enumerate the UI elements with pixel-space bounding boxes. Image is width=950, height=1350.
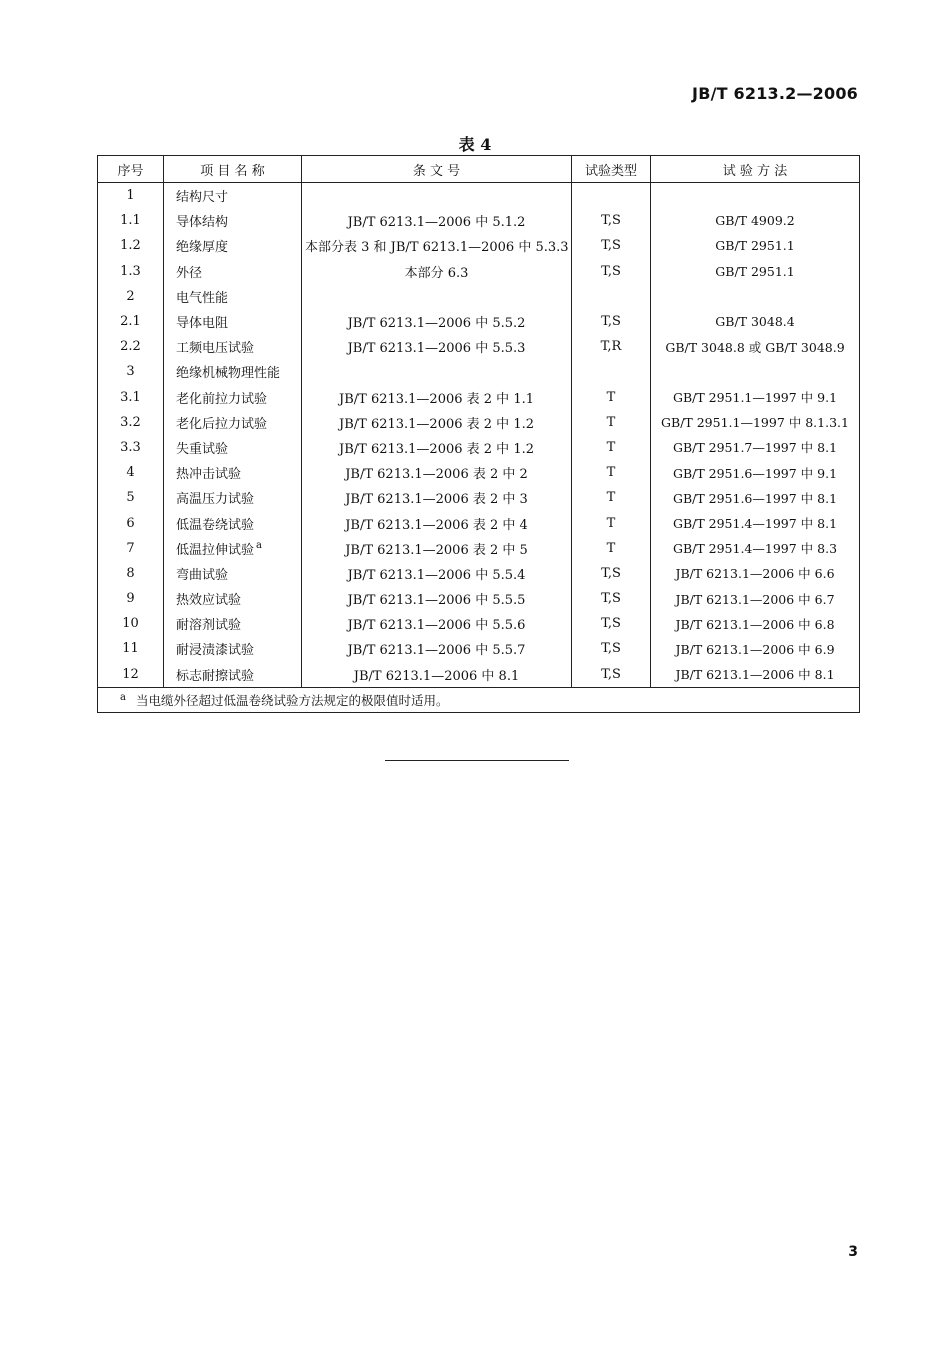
- col-header-no: 序号: [98, 156, 164, 183]
- cell-clause-text: JB/T 6213.1—2006 中 5.5.4: [347, 567, 526, 583]
- cell-test-method-text: GB/T 2951.6—1997 中 8.1: [672, 490, 838, 506]
- cell-test-type-text: T,S: [601, 314, 621, 330]
- cell-test-method-text: JB/T 6213.1—2006 中 8.1: [675, 667, 835, 683]
- table-row: [98, 284, 860, 309]
- cell-item-name-text: 高温压力试验: [176, 492, 255, 508]
- standard-code: JB/T 6213.2—2006: [692, 84, 858, 103]
- footnote-text: 当电缆外径超过低温卷绕试验方法规定的极限值时适用。: [135, 692, 449, 708]
- cell-item-name: [164, 284, 302, 309]
- cell-test-method-text: JB/T 6213.1—2006 中 6.9: [675, 641, 835, 657]
- cell-test-method-text: GB/T 2951.1: [715, 263, 795, 279]
- cell-test-method-text: GB/T 2951.4—1997 中 8.3: [672, 541, 838, 557]
- cell-clause: [302, 183, 572, 209]
- cell-item-name: [164, 359, 302, 384]
- cell-item-name-text: 导体电阻: [176, 316, 229, 332]
- cell-item-name-text: 低温拉伸试验: [176, 542, 255, 558]
- col-header-test-type: 试验类型: [572, 156, 651, 183]
- cell-test-type: [572, 183, 651, 209]
- cell-no: [98, 259, 164, 284]
- table-header-row: [98, 156, 860, 183]
- cell-item-name-text: 工频电压试验: [176, 341, 255, 357]
- cell-test-type-text: T: [606, 465, 616, 481]
- cell-item-name: [164, 536, 302, 561]
- cell-clause-text: JB/T 6213.1—2006 表 2 中 3: [345, 492, 528, 508]
- cell-no: [98, 208, 164, 233]
- cell-no: [98, 510, 164, 535]
- cell-no-text: 2.1: [120, 314, 141, 330]
- cell-test-type: [572, 410, 651, 435]
- cell-test-type-text: T: [606, 490, 616, 506]
- cell-clause-text: JB/T 6213.1—2006 中 5.5.5: [347, 593, 526, 609]
- cell-clause: [302, 586, 572, 611]
- cell-clause: [302, 284, 572, 309]
- cell-clause: [302, 233, 572, 258]
- end-rule: [385, 760, 569, 761]
- cell-test-type-text: T,R: [600, 339, 622, 355]
- cell-no-text: 3.3: [120, 439, 141, 455]
- cell-no: [98, 183, 164, 209]
- cell-no: [98, 284, 164, 309]
- cell-item-name: [164, 208, 302, 233]
- cell-clause: [302, 611, 572, 636]
- cell-clause-text: JB/T 6213.1—2006 表 2 中 1.2: [339, 416, 534, 432]
- cell-item-name-text: 弯曲试验: [176, 567, 229, 583]
- cell-test-method: [651, 233, 860, 258]
- cell-no-text: 12: [122, 666, 139, 682]
- cell-clause: [302, 410, 572, 435]
- cell-item-name-text: 失重试验: [176, 441, 229, 457]
- cell-clause: [302, 259, 572, 284]
- table-row: [98, 385, 860, 410]
- cell-item-name: [164, 410, 302, 435]
- cell-item-name-text: 结构尺寸: [176, 190, 229, 206]
- cell-test-type: [572, 284, 651, 309]
- footnote-row: [98, 687, 860, 712]
- cell-test-type-text: T,S: [601, 641, 621, 657]
- cell-clause-text: JB/T 6213.1—2006 中 5.1.2: [347, 215, 526, 231]
- table-row: [98, 334, 860, 359]
- cell-no: [98, 636, 164, 661]
- cell-test-type: [572, 485, 651, 510]
- cell-test-type-text: T,S: [601, 238, 621, 254]
- table-row: [98, 460, 860, 485]
- cell-no: [98, 309, 164, 334]
- cell-clause: [302, 561, 572, 586]
- cell-test-type: [572, 536, 651, 561]
- cell-test-method-text: JB/T 6213.1—2006 中 6.6: [675, 566, 835, 582]
- cell-no: [98, 586, 164, 611]
- cell-item-name-text: 绝缘厚度: [176, 240, 229, 256]
- cell-no-text: 7: [126, 540, 135, 556]
- cell-test-method-text: JB/T 6213.1—2006 中 6.8: [675, 616, 835, 632]
- cell-test-method: [651, 536, 860, 561]
- cell-no-text: 4: [126, 465, 135, 481]
- cell-clause-text: JB/T 6213.1—2006 中 5.5.2: [347, 316, 526, 332]
- cell-no: [98, 410, 164, 435]
- table-row: [98, 183, 860, 209]
- cell-item-name-text: 电气性能: [176, 290, 229, 306]
- cell-test-type: [572, 385, 651, 410]
- cell-clause: [302, 385, 572, 410]
- cell-item-name: [164, 662, 302, 688]
- cell-test-method: [651, 208, 860, 233]
- cell-no-text: 3.2: [120, 414, 141, 430]
- cell-clause-text: JB/T 6213.1—2006 表 2 中 1.2: [339, 441, 534, 457]
- cell-item-name-text: 低温卷绕试验: [176, 517, 255, 533]
- cell-clause-text: 本部分 6.3: [404, 265, 469, 281]
- cell-test-type: [572, 259, 651, 284]
- cell-test-method-text: GB/T 3048.4: [715, 314, 795, 330]
- cell-item-name: [164, 485, 302, 510]
- cell-test-type-text: T: [606, 540, 616, 556]
- footnote-mark: a: [120, 691, 126, 703]
- cell-test-method-text: GB/T 4909.2: [715, 213, 795, 229]
- cell-test-type: [572, 611, 651, 636]
- cell-test-type: [572, 636, 651, 661]
- cell-test-type: [572, 460, 651, 485]
- test-items-table: [97, 155, 860, 713]
- cell-test-type: [572, 662, 651, 688]
- table-row: [98, 510, 860, 535]
- cell-test-type: [572, 334, 651, 359]
- cell-no: [98, 536, 164, 561]
- cell-no: [98, 334, 164, 359]
- cell-no-text: 1.1: [120, 213, 141, 229]
- cell-no-text: 1.3: [120, 263, 141, 279]
- table-row: [98, 662, 860, 688]
- cell-test-type: [572, 561, 651, 586]
- cell-clause-text: JB/T 6213.1—2006 中 8.1: [353, 668, 520, 684]
- cell-item-name: [164, 259, 302, 284]
- cell-clause: [302, 435, 572, 460]
- cell-item-name-text: 老化后拉力试验: [176, 416, 268, 432]
- cell-clause: [302, 485, 572, 510]
- cell-no: [98, 385, 164, 410]
- cell-item-name: [164, 636, 302, 661]
- cell-item-name: [164, 586, 302, 611]
- cell-test-method: [651, 334, 860, 359]
- footnote-ref-mark: a: [256, 540, 262, 552]
- cell-no-text: 6: [126, 515, 135, 531]
- cell-test-method: [651, 636, 860, 661]
- cell-test-method: [651, 662, 860, 688]
- cell-no-text: 9: [126, 591, 135, 607]
- cell-item-name: [164, 334, 302, 359]
- cell-clause-text: JB/T 6213.1—2006 表 2 中 4: [345, 517, 528, 533]
- cell-clause: [302, 460, 572, 485]
- cell-item-name-text: 绝缘机械物理性能: [176, 366, 281, 382]
- cell-clause: [302, 636, 572, 661]
- cell-test-type: [572, 586, 651, 611]
- cell-clause: [302, 208, 572, 233]
- cell-test-method: [651, 183, 860, 209]
- cell-test-method-text: GB/T 2951.4—1997 中 8.1: [672, 516, 838, 532]
- cell-no: [98, 611, 164, 636]
- page-number: 3: [848, 1244, 858, 1260]
- cell-no-text: 2.2: [120, 339, 141, 355]
- cell-item-name: [164, 510, 302, 535]
- cell-no: [98, 485, 164, 510]
- cell-clause-text: JB/T 6213.1—2006 表 2 中 1.1: [339, 391, 534, 407]
- cell-clause-text: JB/T 6213.1—2006 中 5.5.3: [347, 341, 526, 357]
- cell-item-name-text: 老化前拉力试验: [176, 391, 268, 407]
- cell-test-method: [651, 485, 860, 510]
- cell-clause-text: JB/T 6213.1—2006 中 5.5.7: [347, 643, 526, 659]
- cell-no: [98, 662, 164, 688]
- table-row: [98, 359, 860, 384]
- cell-test-method-text: GB/T 2951.1: [715, 238, 795, 254]
- cell-item-name-text: 热效应试验: [176, 593, 242, 609]
- table-row: [98, 435, 860, 460]
- cell-no-text: 3.1: [120, 389, 141, 405]
- cell-no-text: 1.2: [120, 238, 141, 254]
- cell-test-type-text: T,S: [601, 263, 621, 279]
- cell-test-method-text: GB/T 3048.8 或 GB/T 3048.9: [665, 339, 845, 355]
- table-row: [98, 485, 860, 510]
- cell-no-text: 8: [126, 565, 135, 581]
- table-body: [98, 183, 860, 688]
- table-row: [98, 536, 860, 561]
- cell-no-text: 5: [126, 490, 135, 506]
- table-row: [98, 611, 860, 636]
- cell-no: [98, 435, 164, 460]
- table-row: [98, 636, 860, 661]
- cell-test-method-text: GB/T 2951.7—1997 中 8.1: [672, 440, 838, 456]
- cell-test-type: [572, 208, 651, 233]
- cell-test-type: [572, 510, 651, 535]
- cell-test-method-text: GB/T 2951.1—1997 中 8.1.3.1: [661, 415, 849, 431]
- table-row: [98, 259, 860, 284]
- table-row: [98, 208, 860, 233]
- cell-clause-text: JB/T 6213.1—2006 表 2 中 2: [345, 467, 528, 483]
- cell-test-method: [651, 586, 860, 611]
- cell-clause: [302, 359, 572, 384]
- cell-clause-text: 本部分表 3 和 JB/T 6213.1—2006 中 5.3.3: [305, 240, 569, 256]
- cell-no-text: 3: [126, 364, 135, 380]
- cell-test-method: [651, 410, 860, 435]
- cell-no-text: 10: [122, 616, 139, 632]
- cell-item-name: [164, 385, 302, 410]
- cell-no-text: 11: [122, 641, 139, 657]
- cell-test-type-text: T,S: [601, 213, 621, 229]
- cell-test-method: [651, 309, 860, 334]
- cell-clause: [302, 334, 572, 359]
- footnote-cell: [98, 687, 860, 712]
- cell-test-type: [572, 233, 651, 258]
- cell-no: [98, 233, 164, 258]
- cell-no-text: 2: [126, 288, 135, 304]
- cell-clause: [302, 662, 572, 688]
- cell-item-name: [164, 561, 302, 586]
- cell-test-method: [651, 359, 860, 384]
- cell-test-method: [651, 385, 860, 410]
- cell-item-name: [164, 435, 302, 460]
- cell-test-type: [572, 359, 651, 384]
- cell-test-type: [572, 309, 651, 334]
- table-row: [98, 309, 860, 334]
- cell-test-type: [572, 435, 651, 460]
- cell-clause-text: JB/T 6213.1—2006 表 2 中 5: [345, 542, 528, 558]
- cell-test-type-text: T,S: [601, 565, 621, 581]
- col-header-item-name: 项 目 名 称: [164, 156, 302, 183]
- cell-item-name-text: 耐溶剂试验: [176, 618, 242, 634]
- table-row: [98, 586, 860, 611]
- cell-test-type-text: T,S: [601, 616, 621, 632]
- cell-test-method-text: GB/T 2951.6—1997 中 9.1: [672, 465, 838, 481]
- cell-test-method: [651, 561, 860, 586]
- cell-test-method: [651, 510, 860, 535]
- cell-test-type-text: T: [606, 389, 616, 405]
- cell-test-method: [651, 460, 860, 485]
- cell-no: [98, 460, 164, 485]
- cell-test-type-text: T: [606, 439, 616, 455]
- cell-item-name-text: 导体结构: [176, 215, 229, 231]
- cell-item-name: [164, 460, 302, 485]
- col-header-clause: 条 文 号: [302, 156, 572, 183]
- cell-test-type-text: T,S: [601, 591, 621, 607]
- table-row: [98, 233, 860, 258]
- cell-item-name-text: 外径: [176, 265, 203, 281]
- cell-test-method: [651, 259, 860, 284]
- cell-item-name-text: 热冲击试验: [176, 467, 242, 483]
- cell-item-name: [164, 233, 302, 258]
- cell-clause-text: JB/T 6213.1—2006 中 5.5.6: [347, 618, 526, 634]
- cell-clause: [302, 309, 572, 334]
- cell-clause: [302, 510, 572, 535]
- cell-item-name: [164, 611, 302, 636]
- cell-test-method-text: GB/T 2951.1—1997 中 9.1: [672, 390, 838, 406]
- cell-no: [98, 561, 164, 586]
- cell-test-method-text: JB/T 6213.1—2006 中 6.7: [675, 591, 835, 607]
- cell-item-name: [164, 183, 302, 209]
- cell-item-name-text: 耐浸渍漆试验: [176, 643, 255, 659]
- cell-clause: [302, 536, 572, 561]
- table-row: [98, 410, 860, 435]
- table-title: 表 4: [458, 135, 492, 154]
- cell-item-name-text: 标志耐擦试验: [176, 668, 255, 684]
- cell-test-type-text: T: [606, 515, 616, 531]
- cell-test-method: [651, 611, 860, 636]
- cell-test-type-text: T: [606, 414, 616, 430]
- cell-item-name: [164, 309, 302, 334]
- cell-no-text: 1: [126, 188, 135, 204]
- cell-test-method: [651, 435, 860, 460]
- test-items-table-container: [97, 155, 859, 713]
- col-header-test-method: 试 验 方 法: [651, 156, 860, 183]
- cell-test-method: [651, 284, 860, 309]
- cell-test-type-text: T,S: [601, 666, 621, 682]
- table-row: [98, 561, 860, 586]
- cell-no: [98, 359, 164, 384]
